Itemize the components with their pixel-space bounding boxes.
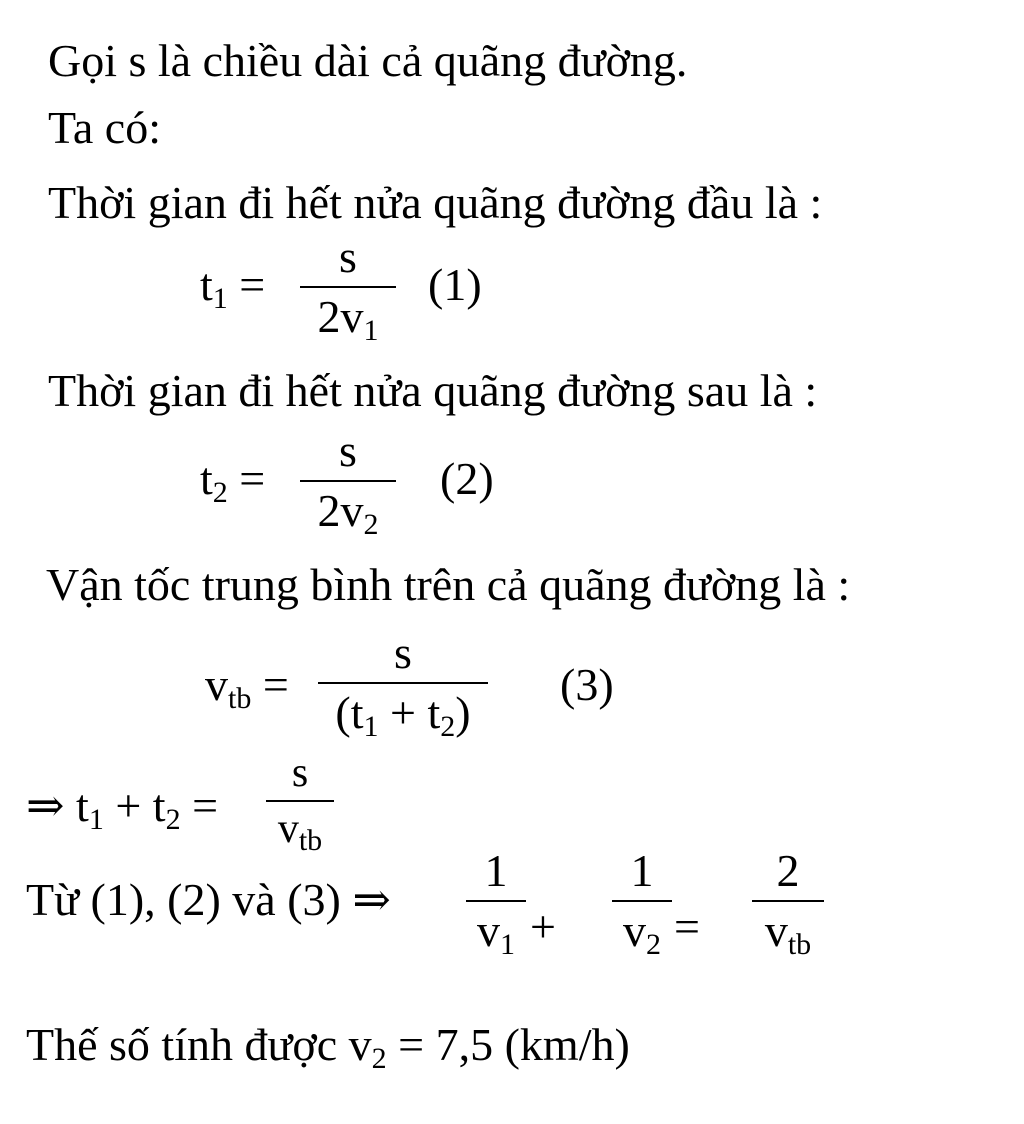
- eq4-numerator: s: [291, 750, 309, 796]
- eq5-fraction-3: 2 $v_{tb}$: [752, 848, 824, 954]
- implies-arrow: ⇒: [26, 780, 65, 831]
- implies-arrow: ⇒: [352, 874, 391, 925]
- eq3-denominator: $(t_1 + t_2)$: [335, 687, 471, 743]
- eq2-numerator: s: [339, 425, 357, 476]
- eq3-lhs: $v_{tb}$ =: [205, 659, 289, 715]
- first-half-time-line: Thời gian đi hết nửa quãng đường đầu là :: [48, 177, 823, 228]
- result-line: Thế số tính được $v_2 = 7,5$ (km/h): [26, 1019, 630, 1075]
- eq1-numerator: s: [339, 231, 357, 282]
- eq2-tag: (2): [440, 453, 494, 504]
- eq1-tag: (1): [428, 259, 482, 310]
- average-speed-line: Vận tốc trung bình trên cả quãng đường là :: [46, 559, 851, 610]
- eq1-denominator: $2v_1$: [317, 291, 379, 347]
- eq4-fraction: [266, 750, 334, 857]
- eq4-lhs: ⇒ $t_1 + t_2$ =: [26, 780, 219, 836]
- eq3-tag: (3): [560, 659, 614, 710]
- eq5-equals: =: [674, 901, 700, 952]
- eq5-fraction-1: 1 $v_1$: [466, 848, 526, 954]
- eq3-numerator: s: [394, 627, 412, 678]
- eq1-fraction: [300, 231, 396, 347]
- ta-co-line: Ta có:: [48, 102, 162, 153]
- second-half-time-line: Thời gian đi hết nửa quãng đường sau là :: [48, 365, 818, 416]
- eq5-prefix: Từ (1), (2) và (3) ⇒: [26, 874, 391, 925]
- eq5-fraction-2: 1 $v_2$: [612, 848, 672, 954]
- eq2-fraction: [300, 425, 396, 541]
- eq5-plus: +: [530, 901, 556, 952]
- eq1-lhs: $t_1$ =: [200, 259, 266, 315]
- eq2-denominator: $2v_2$: [317, 485, 379, 541]
- intro-line: Gọi s là chiều dài cả quãng đường.: [48, 35, 688, 86]
- eq3-fraction: [318, 627, 488, 743]
- eq4-denominator: $v_{tb}$: [277, 806, 323, 857]
- eq2-lhs: $t_2$ =: [200, 453, 266, 509]
